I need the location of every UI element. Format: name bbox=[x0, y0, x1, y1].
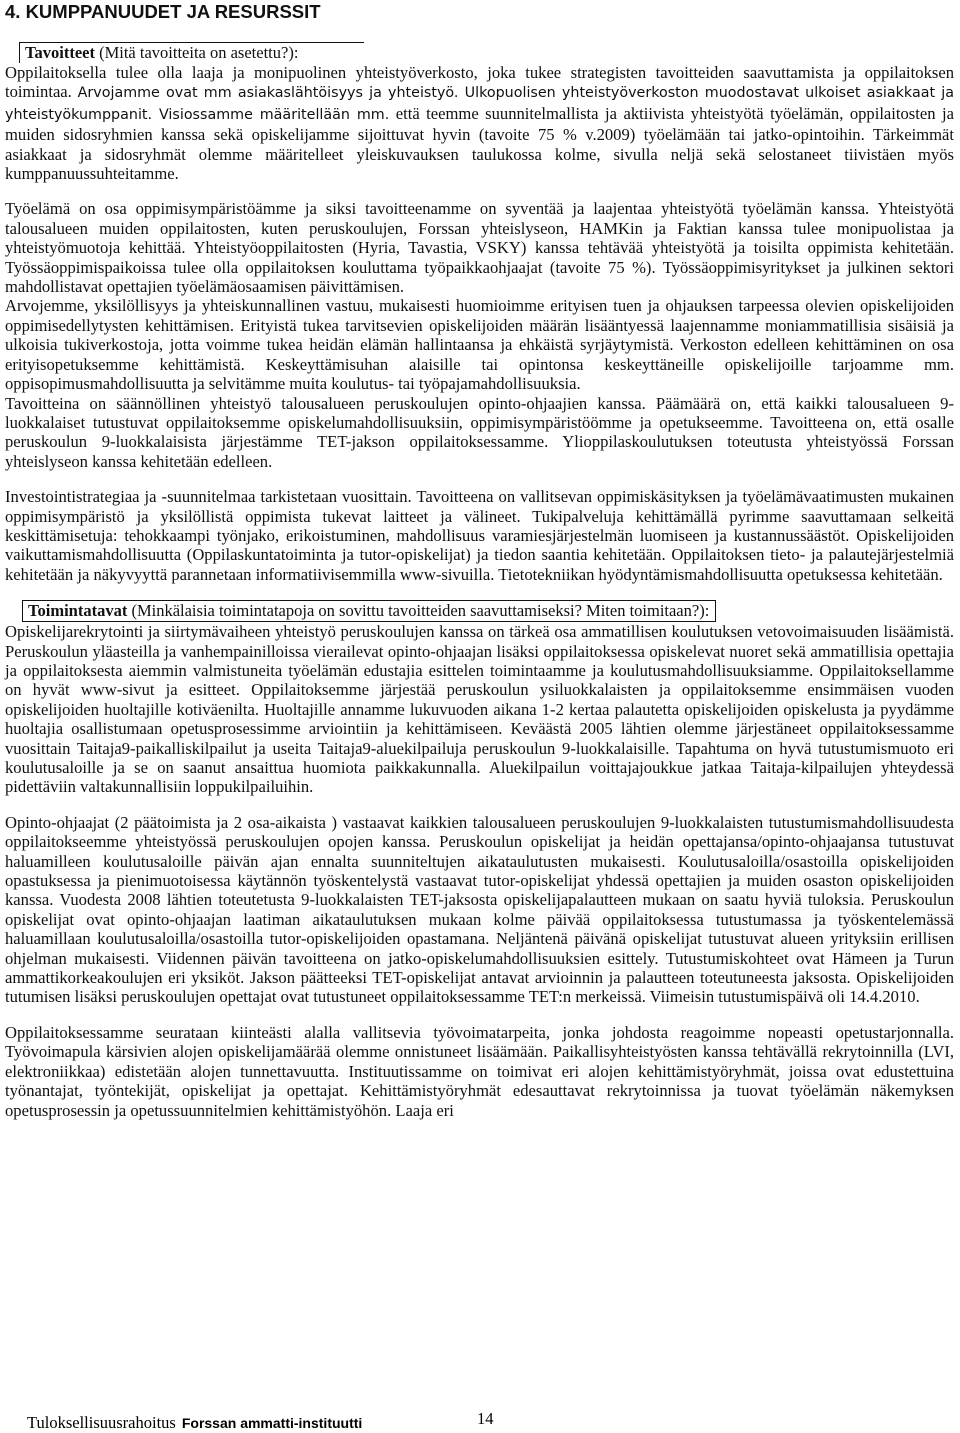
section-title-practices bbox=[22, 600, 716, 622]
chapter-heading: 4. KUMPPANUUDET JA RESURSSIT bbox=[5, 1, 321, 22]
footer-text bbox=[27, 1413, 362, 1433]
page-footer bbox=[27, 1403, 947, 1431]
footer-left: Tuloksellisuusrahoitus bbox=[27, 1413, 176, 1432]
section-title-bold: Toimintatavat bbox=[28, 601, 128, 621]
practices-paragraph-recruitment: Opiskelijarekrytointi ja siirtymävaiheen yhteistyö peruskoulujen kanssa on tärkeä osa ammatillisen koulutuksen vetovoimaisuuden lisäämistä. Peruskoulun yläasteilla ja vanhempainilloissa vierailevat opinto-ohjaajan lisäksi oppilaitoksessa opiskelevat nuoret sekä ammatillisia opettajia ja oppilaitoksesta aiemmin valmistuneita työelämän edustajia esittelen toimintaamme ja koulutusmahdollisuuksiamme. Oppilaitoksellamme on hyvät www-sivut ja esitteet. Oppilaitoksemme järjestää peruskoulun ysiluokkalaisten ja oppilaitoksemme ensimmäisen vuoden opiskelijoiden huoltajille kotiväenilta. Huoltajille annamme lukuvuoden aikana 1-2 kertaa palautetta opiskelijoiden opiskelusta ja pyydämme huoltajia osallistumaan opetusprosessimme arviointiin ja kehittämiseen. Keväästä 2005 lähtien olemme järjestäneet oppilaitoksessamme vuosittain Taitaja9-paikalliskilpailut ja useita Taitaja9-aluekilpailuja peruskoulun 9-luokkalaisille. Tapahtuma on hyvä tutustumismuoto eri koulutusaloille ja se on saanut ansaittua huomiota paikkakunnalla. Aluekilpailun voittajajoukkue jatkaa Taitaja-kilpailujen yhteydessä pidettäviin valtakunnallisiin loppukilpailuihin. bbox=[5, 622, 954, 797]
section-title-rest: (Mitä tavoitteita on asetettu?): bbox=[94, 43, 299, 62]
goals-paragraph-worklife: Työelämä on osa oppimisympäristöämme ja siksi tavoitteenamme on syventää ja laajentaa yhteistyötä työelämän kanssa. Yhteistyötä talousalueen muiden oppilaitosten, kuten peruskoulujen, Forssan yhteislyseon, HAMKin ja Faktian kanssa tulee monipuolistaa ja yhteistyömuotoja kehittää. Yhteistyöoppilaitosten (Hyria, Tavastia, VSKY) kanssa tehtävää yhteistyötä ja toisilta oppimista kehitetään. Työssäoppimispaikoissa tulee olla oppilaitoksen kouluttama työpaikkaohjaajat (tavoite 75 %). Työssäoppimisyritykset ja julkinen sektori mahdollistavat opettajien työelämäosaamisen päivittämisen. bbox=[5, 199, 954, 297]
goals-intro-sans: Arvojamme ovat mm asiakaslähtöisyys ja yhteistyö. Ulkopuolisen yhteistyöverkoston muodostavat ulkoiset asiakkaat ja yhteistyökumppanit. Visiossamme määritellään mm. bbox=[5, 85, 954, 123]
goals-intro-serif-3: Tärkeimmät asiakkaat ja sidosryhmät olemme määritelleet yleiskuvauksen taulukossa kolme, sivulla neljä sekä selostaneet tiivistäen myös kumppanuussuhteitamme. bbox=[5, 125, 954, 184]
goals-paragraph-investment: Investointistrategiaa ja -suunnitelmaa tarkistetaan vuosittain. Tavoitteena on vallitsevan oppimiskäsityksen ja työelämävaatimusten mukainen oppimisympäristö ja yksilöllistä oppimista tukevat laitteet ja välineet. Tukipalveluja kehittämällä pyrimme saavuttamaan selkeitä keskittämisetuja: tehokkaampi työnjako, erikoistuminen, mahdollisuus varamiesjärjestelmän luomiseen ja kustannussäästöt. Opiskelijoiden vaikuttamismahdollisuutta (Oppilaskuntatoiminta ja tutor-opiskelijat) ja tiedon saantia kehitetään. Oppilaitoksen tieto- ja palautejärjestelmiä kehitetään ja näkyvyyttä parannetaan informatiivisemmilla www-sivuilla. Tietotekniikan hyödyntämismahdollisuutta opetuksessa kehitetään. bbox=[5, 487, 954, 584]
practices-paragraph-workforce: Oppilaitoksessamme seurataan kiinteästi alalla vallitsevia työvoimatarpeita, jonka johdosta reagoimme nopeasti opetustarjonnalla. Työvoimapula kärsivien alojen opiskelijamäärää olemme onnistuneet lisäämään. Paikallisyhteistyösten kanssa tehtävällä rekrytoinnilla (LVI, elektroniikkaa) edistetään alojen tunnettavuutta. Instituutissamme on toimivat eri alojen kehittämistyöryhmät, joissa ovat edustettuina työnantajat, työntekijät, opiskelijat ja opettajat. Kehittämistyöryhmät edesauttavat rekrytoinnissa ja tuovat työelämän näkemyksen opetusprosessin ja opetussuunnitelmien kehittämistyöhön. Laaja eri bbox=[5, 1022, 954, 1120]
goals-intro-serif: Oppilaitoksella tulee olla laaja ja monipuolinen yhteistyöverkosto, joka tukee strategisten tavoitteiden saavuttamista ja oppilaitoksen toimintaa. bbox=[5, 63, 954, 102]
goals-intro-paragraph bbox=[5, 63, 954, 183]
practices-paragraph-guidance: Opinto-ohjaajat (2 päätoimista ja 2 osa-aikaista ) vastaavat kaikkien talousalueen peruskoulujen 9-luokkalaisten tutustumismahdollisuudesta oppilaitokseemme yhteistyössä peruskoulujen opojen kanssa. Peruskoulun opiskelijat ja heidän opettajansa/opinto-ohjaajansa tutustuvat haluamilleen koulutusaloille päivän ajan ennalta suunniteltujen aikataulutusten mukaisesti. Koulutusaloilla/osastoilla opiskelijoiden opastuksessa ja pienimuotoisessa käytännön työskentelystä vastaavat tutor-opiskelijat yhdessä opettajien ja muiden osaston opiskelijoiden kanssa. Vuodesta 2008 lähtien toteutetusta 9-luokkalaisten TET-jaksosta opiskelijapalautteen mukaan on saatu hyviä tuloksia. Peruskoulun opiskelijat ovat opinto-ohjaajan laatiman aikataulutuksen mukaan kolme päivää oppilaitoksessa tutustumassa ja työskentelemässä haluamillaan koulutusaloilla/osastoilla tutor-opiskelijoiden opastamana. Neljäntenä päivänä opiskelijat tutustuvat alueen yrityksiin erillisen ohjelman mukaisesti. Viidennen päivän tavoitteena on jatko-opiskelumahdollisuuksien esittely. Tutustumiskohteet ovat Hämeen ja Turun ammattikorkeakoulujen eri yksiköt. Jakson päätteeksi TET-opiskelijat antavat arvioinnin ja palautteen toteutuneesta jaksosta. Opiskelijoiden tutumisen lisäksi peruskoulujen opettajat ovat tutustuneet oppilaitoksessamme TET:n merkeissä. Viimeisin tutustumispäivä oli 14.4.2010. bbox=[5, 812, 954, 1007]
goals-intro-serif-2: että teemme suunnitelmallista ja aktiivista yhteistyötä työelämän, oppilaitosten ja muiden sidosryhmien kanssa sekä opiskelijamme sijoittuvat hyvin (tavoite 75 % v.2009) työelämään tai jatko-opintoihin. bbox=[5, 103, 954, 145]
goals-paragraph-values: Arvojemme, yksilöllisyys ja yhteiskunnallinen vastuu, mukaisesti huomioimme erityisen tuen ja ohjauksen tarpeessa olevien opiskelijoiden oppimisedellytysten kehittämisen. Erityistä tukea tarvitsevien opiskelijoiden määrän lisääntyessä laajennamme moniammatillisia sisäisiä ja ulkoisia tukiverkostoja, jotta voimme tukea heidän elämän hallintaansa ja ehkäistä syrjäytymistä. Verkoston edelleen kehittäminen on osa erityisopetuksemme kehittämistä. Keskeyttämisuhan alaisille tai opintonsa keskeyttäneille opiskelijoille tarjoamme mm. oppisopimusmahdollisuutta ja selvitämme muita koulutus- tai työpajamahdollisuuksia. bbox=[5, 296, 954, 394]
footer-institution: Forssan ammatti-instituutti bbox=[181, 1415, 363, 1431]
goals-paragraph-schools: Tavoitteina on säännöllinen yhteistyö talousalueen peruskoulujen opinto-ohjaajien kanssa. Päämäärä on, että kaikki talousalueen 9-luokkalaiset tutustuvat oppilaitoksemme opiskelumahdollisuuksiin, oppimisympäristöömme ja opetukseemme. Tavoitteena on, että osalle peruskoulun 9-luokkalaisista järjestämme TET-jakson oppilaitoksessamme. Ylioppilaskoulutuksen toteutusta yhteistyössä Forssan yhteislyseon kanssa kehitetään edelleen. bbox=[5, 393, 954, 471]
page-number: 14 bbox=[477, 1409, 494, 1428]
section-title-bold: Tavoitteet bbox=[25, 43, 95, 62]
section-title-rest: (Minkälaisia toimintatapoja on sovittu tavoitteiden saavuttamiseksi? Miten toimitaan?): bbox=[127, 601, 710, 621]
section-title-goals bbox=[19, 42, 364, 63]
